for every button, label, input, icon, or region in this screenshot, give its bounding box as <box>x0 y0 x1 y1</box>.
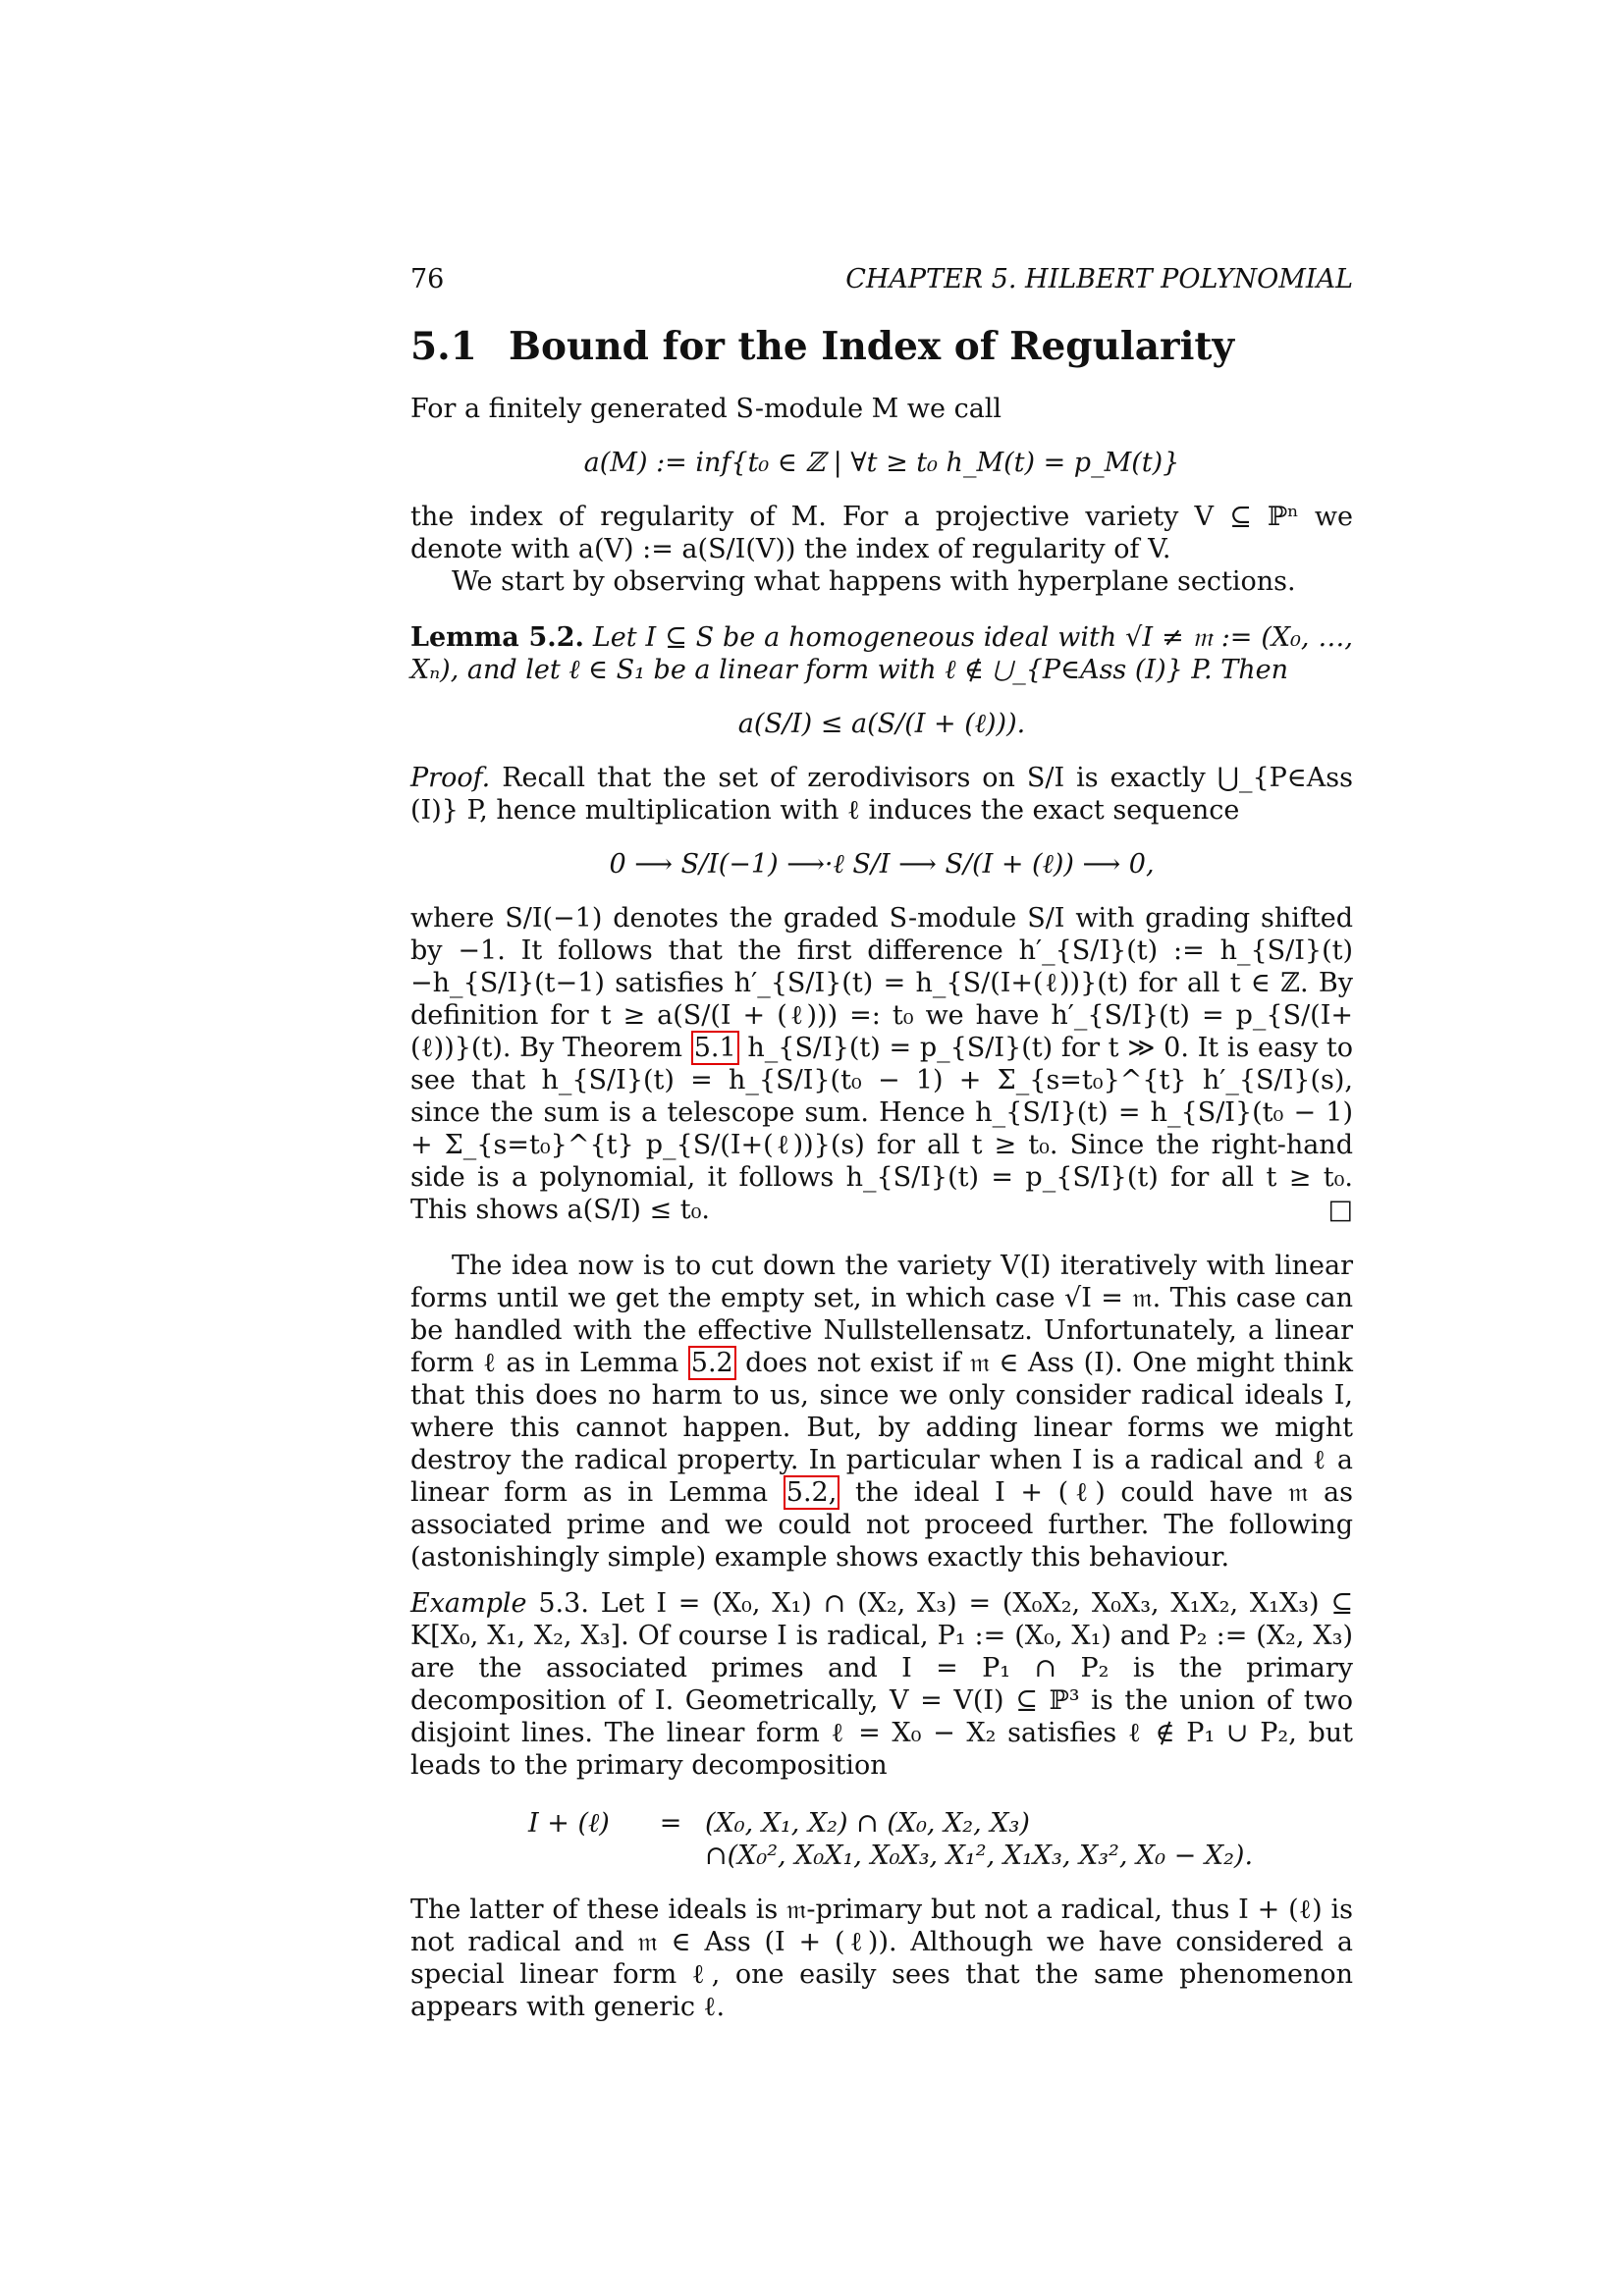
section-number: 5.1 <box>410 324 477 369</box>
proof-text: where S/I(−1) denotes the graded S-module S/I with grading shifted by −1. It follows that the first difference h′_{S/I}(t) := h_{S/I}(t)−h_{S/I}(t−1) satisfies h′_{S/I}(t) = h_{S/(I+(ℓ))}(t) for all t ∈ ℤ. By definition for t ≥ a(S/(I + (ℓ))) =: t₀ we have h′_{S/I}(t) = p_{S/(I+(ℓ))}(t). By Theorem <box>410 903 1353 1063</box>
example-text: Let I = (X₀, X₁) ∩ (X₂, X₃) = (X₀X₂, X₀X₃, X₁X₂, X₁X₃) ⊆ K[X₀, X₁, X₂, X₃]. Of course I is radical, P₁ := (X₀, X₁) and P₂ := (X₂, X₃) are the associated primes and I = P₁ ∩ P₂ is the primary decomposition of I. Geometrically, V = V(I) ⊆ ℙ³ is the union of two disjoint lines. The linear form ℓ = X₀ − X₂ satisfies ℓ ∉ P₁ ∪ P₂, but leads to the primary decomposition <box>410 1588 1353 1781</box>
equals-sign: = <box>659 1808 682 1839</box>
paragraph: For a finitely generated S-module M we call <box>410 394 1002 424</box>
chapter-title: CHAPTER 5. HILBERT POLYNOMIAL <box>845 264 1353 294</box>
exact-sequence: 0 ⟶ S/I(−1) ⟶·ℓ S/I ⟶ S/(I + (ℓ)) ⟶ 0, <box>609 849 1155 880</box>
equation-rhs-line2: ∩(X₀², X₀X₁, X₀X₃, X₁², X₁X₃, X₃², X₀ − X₂). <box>705 1841 1254 1871</box>
qed-symbol: □ <box>1327 1195 1353 1225</box>
paragraph-text: The idea now is to cut down the variety V(I) iteratively with linear forms until we get the empty set, in which case √I = 𝔪. This case can be handled with the effective Nullstellensatz. Unfortunately, a linear form ℓ as in Lemma <box>410 1251 1353 1378</box>
lemma <box>410 621 1353 686</box>
lemma-text: Let I ⊆ S be a homogeneous ideal with √I ≠ 𝔪 := (X₀, …, Xₙ), and let ℓ ∈ S₁ be a linear form with ℓ ∉ ⋃_{P∈Ass (I)} P. Then <box>410 622 1353 685</box>
running-header <box>410 263 1353 302</box>
section-title: Bound for the Index of Regularity <box>509 324 1235 369</box>
example-label: Example <box>410 1588 527 1619</box>
example <box>410 1587 1353 1782</box>
page-number: 76 <box>410 264 445 294</box>
lemma-reference-link[interactable]: 5.2 <box>688 1346 736 1380</box>
proof-text: Recall that the set of zerodivisors on S/I is exactly ⋃_{P∈Ass (I)} P, hence multiplication with ℓ induces the exact sequence <box>410 763 1353 826</box>
paragraph-text: does not exist if 𝔪 ∈ Ass (I). One might think that this does no harm to us, since we only consider radical ideals I, where this cannot happen. But, by adding linear forms we might destroy the radical property. In particular when I is a radical and ℓ a linear form as in Lemma <box>410 1348 1354 1508</box>
proof <box>410 762 1353 827</box>
display-equation: a(M) := inf{t₀ ∈ ℤ | ∀t ≥ t₀ h_M(t) = p_M(t)} <box>583 448 1180 478</box>
paragraph: The latter of these ideals is 𝔪-primary but not a radical, thus I + (ℓ) is not radical and 𝔪 ∈ Ass (I + (ℓ)). Although we have considered a special linear form ℓ, one easily sees that the same phenomenon appears with generic ℓ. <box>410 1895 1353 2022</box>
proof-continued <box>410 902 1353 1226</box>
paragraph <box>410 1250 1353 1574</box>
lemma-reference-link[interactable]: 5.2, <box>784 1475 840 1510</box>
section-heading <box>410 324 1353 369</box>
paragraph-text: the ideal I + (ℓ) could have 𝔪 as associated prime and we could not proceed further. The following (astonishingly simple) example shows exactly this behaviour. <box>410 1477 1353 1573</box>
proof-label: Proof. <box>410 763 491 793</box>
equation-rhs-line1: (X₀, X₁, X₂) ∩ (X₀, X₂, X₃) <box>705 1808 1030 1839</box>
proof-text: h_{S/I}(t) = p_{S/I}(t) for t ≫ 0. It is easy to see that h_{S/I}(t) = h_{S/I}(t₀ − 1) + Σ_{s=t₀}^{t} h′_{S/I}(s), since the sum is a telescope sum. Hence h_{S/I}(t) = h_{S/I}(t₀ − 1) + Σ_{s=t₀}^{t} p_{S/(I+(ℓ))}(s) for all t ≥ t₀. Since the right-hand side is a polynomial, it follows h_{S/I}(t) = p_{S/I}(t) for all t ≥ t₀. This shows a(S/I) ≤ t₀. <box>410 1033 1353 1225</box>
example-number: 5.3. <box>538 1588 589 1619</box>
page-body <box>410 263 1353 2023</box>
lemma-equation: a(S/I) ≤ a(S/(I + (ℓ))). <box>737 709 1026 739</box>
theorem-reference-link[interactable]: 5.1 <box>691 1031 739 1065</box>
lemma-label: Lemma 5.2. <box>410 622 584 653</box>
equation-lhs: I + (ℓ) <box>528 1808 610 1839</box>
aligned-equation <box>528 1807 1353 1872</box>
paragraph: We start by observing what happens with hyperplane sections. <box>452 566 1296 597</box>
paragraph: the index of regularity of M. For a projective variety V ⊆ ℙⁿ we denote with a(V) := a(S/I(V)) the index of regularity of V. <box>410 502 1353 564</box>
